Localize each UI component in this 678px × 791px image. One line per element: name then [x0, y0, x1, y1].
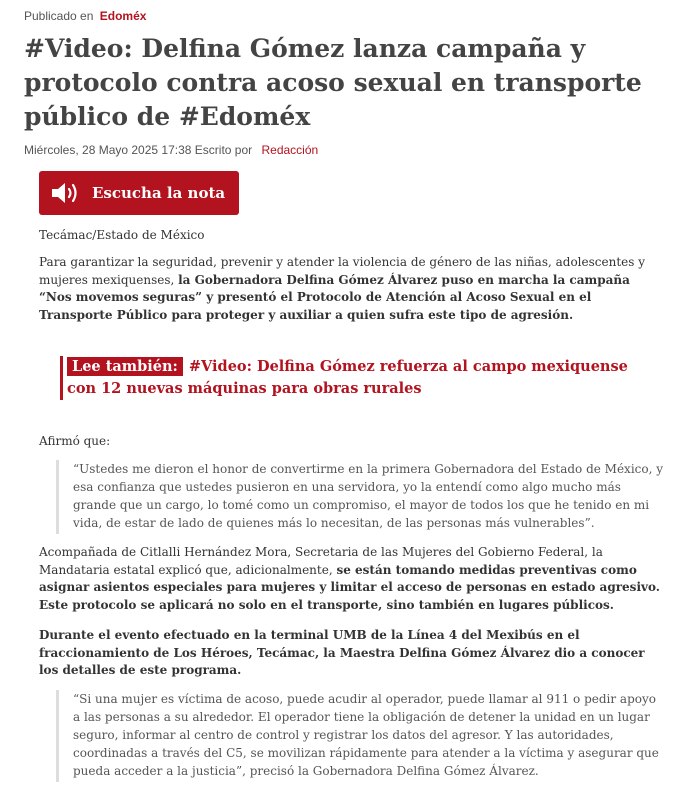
affirmed-text: Afirmó que:	[39, 434, 111, 448]
read-also-box	[60, 356, 660, 400]
article-date: Miércoles, 28 Mayo 2025 17:38	[24, 143, 192, 157]
measures-text: Acompañada de Citlalli Hernández Mora, Secretaria de las Mujeres del Gobierno Federal, la Mandataria estatal explicó que, adicionalmente,	[39, 545, 603, 577]
paragraph-intro	[39, 254, 665, 324]
intro-text: Para garantizar la seguridad, prevenir y atender la violencia de género de las niñas, adolescentes y mujeres mexiquenses,	[39, 255, 645, 287]
speaker-icon	[50, 181, 80, 205]
paragraph-measures	[39, 544, 665, 614]
paragraph-event	[39, 627, 665, 680]
blockquote-1: “Ustedes me dieron el honor de convertirme en la primera Gobernadora del Estado de México, y esa confianza que ustedes pusieron en una servidora, yo la entendí como algo mucho más grande que un cargo, lo tomé como un compromiso, el mayor de todos los que he tenido en mi vida, de estar de lado de quienes más lo necesitan, de las personas más vulnerables”.	[56, 460, 666, 534]
author-link[interactable]: Redacción	[261, 143, 319, 157]
listen-button-label: Escucha la nota	[92, 184, 226, 202]
byline	[24, 143, 318, 157]
measures-bold-text: se están tomando medidas preventivas como asignar asientos especiales para mujeres y limitar el acceso de personas en estado agresivo. Este protocolo se aplicará no solo en el transporte, sino también en lugares públicos.	[39, 562, 660, 612]
written-by-label: Escrito por	[194, 143, 253, 157]
listen-button[interactable]	[39, 171, 239, 215]
read-also-link[interactable]: #Video: Delfina Gómez refuerza al campo mexiquense con 12 nuevas máquinas para obras rurales	[67, 358, 628, 397]
published-line	[24, 9, 146, 23]
category-link[interactable]: Edoméx	[99, 9, 147, 23]
dateline-location: Tecámac/Estado de México	[39, 228, 205, 242]
read-also-label: Lee también:	[67, 357, 183, 376]
article-title: #Video: Delfina Gómez lanza campaña y protocolo contra acoso sexual en transporte público de #Edoméx	[24, 34, 642, 131]
blockquote-2: “Si una mujer es víctima de acoso, puede acudir al operador, puede llamar al 911 o pedir apoyo a las personas a su alrededor. El operador tiene la obligación de detener la unidad en un lugar seguro, informar al centro de control y registrar los datos del agresor. Y las autoridades, coordinadas a través del C5, se movilizan rápidamente para atender a la víctima y asegurar que pueda acceder a la justicia”, precisó la Gobernadora Delfina Gómez Álvarez.	[56, 690, 666, 782]
published-prefix: Publicado en	[24, 9, 94, 23]
intro-bold-text: la Gobernadora Delfina Gómez Álvarez puso en marcha la campaña “Nos movemos seguras” y presentó el Protocolo de Atención al Acoso Sexual en el Transporte Público para proteger y auxiliar a quien sufra este tipo de agresión.	[39, 272, 630, 322]
event-bold-text: Durante el evento efectuado en la terminal UMB de la Línea 4 del Mexibús en el fraccionamiento de Los Héroes, Tecámac, la Maestra Delfina Gómez Álvarez dio a conocer los detalles de este programa.	[39, 628, 645, 677]
